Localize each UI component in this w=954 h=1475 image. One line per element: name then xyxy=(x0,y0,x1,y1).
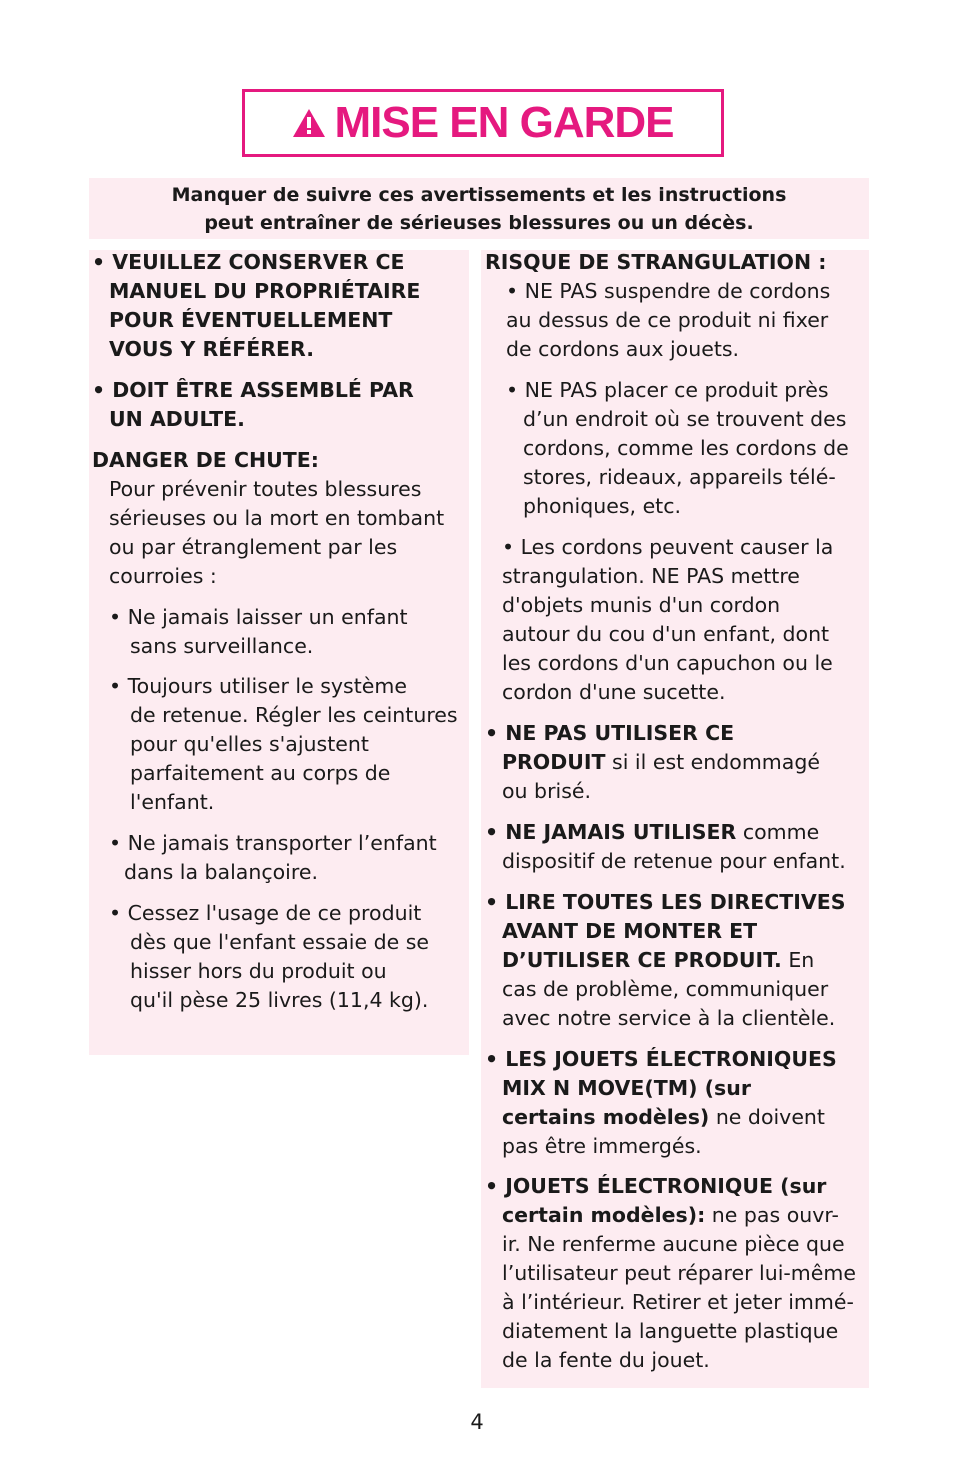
electronic-toy-line: diatement la languette plastique xyxy=(502,1319,839,1343)
never-use-line: • NE JAMAIS UTILISER comme xyxy=(485,820,820,844)
right-column xyxy=(481,250,869,1388)
electronic-toy-line: de la fente du jouet. xyxy=(502,1348,710,1372)
read-directions-line: AVANT DE MONTER ET xyxy=(502,919,758,943)
do-not-use-line: PRODUIT si il est endommagé xyxy=(502,750,820,774)
strangulation-line: autour du cou d'un enfant, dont xyxy=(502,622,830,646)
fall-hazard-line: courroies : xyxy=(109,564,217,588)
keep-manual-line: VOUS Y RÉFÉRER. xyxy=(109,337,314,361)
fall-bullet-line: sans surveillance. xyxy=(130,634,314,658)
keep-manual-line: • VEUILLEZ CONSERVER CE xyxy=(92,250,405,274)
strangulation-line: d'objets munis d'un cordon xyxy=(502,593,781,617)
strangulation-line: cordon d'une sucette. xyxy=(502,680,726,704)
page-number: 4 xyxy=(470,1410,484,1434)
electronic-toy-line: • JOUETS ÉLECTRONIQUE (sur xyxy=(485,1174,827,1198)
strangulation-line: • NE PAS placer ce produit près xyxy=(506,378,829,402)
electronic-toy-line: certain modèles): ne pas ouvr- xyxy=(502,1203,839,1227)
fall-bullet-line: hisser hors du produit ou xyxy=(130,959,387,983)
fall-bullet-line: parfaitement au corps de xyxy=(130,761,391,785)
warning-banner xyxy=(242,89,724,157)
fall-bullet-line: dans la balançoire. xyxy=(124,860,318,884)
strangulation-line: stores, rideaux, appareils télé- xyxy=(523,465,836,489)
strangulation-line: strangulation. NE PAS mettre xyxy=(502,564,800,588)
electronic-toys-line: certains modèles) ne doivent xyxy=(502,1105,825,1129)
warning-triangle-icon xyxy=(292,108,326,138)
electronic-toy-line: à l’intérieur. Retirer et jeter immé- xyxy=(502,1290,854,1314)
intro-line: peut entraîner de sérieuses blessures ou un décès. xyxy=(204,212,754,234)
banner-title: MISE EN GARDE xyxy=(334,98,674,147)
fall-bullet-line: dès que l'enfant essaie de se xyxy=(130,930,430,954)
fall-hazard-line: ou par étranglement par les xyxy=(109,535,398,559)
never-use-line: dispositif de retenue pour enfant. xyxy=(502,849,846,873)
fall-bullet-line: • Ne jamais transporter l’enfant xyxy=(109,831,437,855)
adult-assembly-line: UN ADULTE. xyxy=(109,407,245,431)
do-not-use-line: ou brisé. xyxy=(502,779,591,803)
electronic-toy-line: l’utilisateur peut réparer lui-même xyxy=(502,1261,856,1285)
strangulation-line: d’un endroit où se trouvent des xyxy=(523,407,847,431)
intro-warning xyxy=(89,178,869,239)
electronic-toy-line: ir. Ne renferme aucune pièce que xyxy=(502,1232,845,1256)
electronic-toys-line: MIX N MOVE(TM) (sur xyxy=(502,1076,751,1100)
fall-bullet-line: l'enfant. xyxy=(130,790,215,814)
fall-bullet-line: qu'il pèse 25 livres (11,4 kg). xyxy=(130,988,429,1012)
fall-hazard-heading: DANGER DE CHUTE: xyxy=(92,448,319,472)
fall-bullet-line: • Ne jamais laisser un enfant xyxy=(109,605,408,629)
strangulation-line: • Les cordons peuvent causer la xyxy=(502,535,834,559)
adult-assembly-line: • DOIT ÊTRE ASSEMBLÉ PAR xyxy=(92,378,414,402)
keep-manual-line: POUR ÉVENTUELLEMENT xyxy=(109,308,393,332)
strangulation-line: cordons, comme les cordons de xyxy=(523,436,849,460)
left-column xyxy=(89,250,469,1055)
strangulation-line: au dessus de ce produit ni fixer xyxy=(506,308,829,332)
intro-line: Manquer de suivre ces avertissements et les instructions xyxy=(171,184,787,206)
strangulation-line: phoniques, etc. xyxy=(523,494,682,518)
read-directions-line: D’UTILISER CE PRODUIT. En xyxy=(502,948,815,972)
do-not-use-line: • NE PAS UTILISER CE xyxy=(485,721,735,745)
keep-manual-line: MANUEL DU PROPRIÉTAIRE xyxy=(109,279,421,303)
strangulation-heading: RISQUE DE STRANGULATION : xyxy=(485,250,827,274)
fall-hazard-line: sérieuses ou la mort en tombant xyxy=(109,506,445,530)
fall-bullet-line: • Toujours utiliser le système xyxy=(109,674,407,698)
strangulation-line: de cordons aux jouets. xyxy=(506,337,740,361)
read-directions-line: • LIRE TOUTES LES DIRECTIVES xyxy=(485,890,846,914)
read-directions-line: cas de problème, communiquer xyxy=(502,977,829,1001)
strangulation-line: • NE PAS suspendre de cordons xyxy=(506,279,831,303)
fall-bullet-line: de retenue. Régler les ceintures xyxy=(130,703,458,727)
read-directions-line: avec notre service à la clientèle. xyxy=(502,1006,836,1030)
electronic-toys-line: pas être immergés. xyxy=(502,1134,702,1158)
fall-bullet-line: pour qu'elles s'ajustent xyxy=(130,732,369,756)
electronic-toys-line: • LES JOUETS ÉLECTRONIQUES xyxy=(485,1047,837,1071)
strangulation-line: les cordons d'un capuchon ou le xyxy=(502,651,833,675)
fall-hazard-line: Pour prévenir toutes blessures xyxy=(109,477,422,501)
fall-bullet-line: • Cessez l'usage de ce produit xyxy=(109,901,422,925)
